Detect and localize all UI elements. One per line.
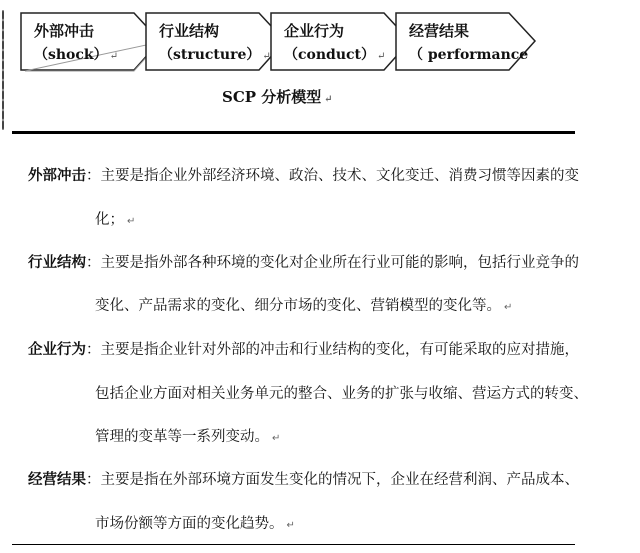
definition-continuation: 包括企业方面对相关业务单元的整合、业务的扩张与收缩、营运方式的转变、 <box>95 386 588 402</box>
flow-subtitle: （conduct） ↵ <box>284 47 386 63</box>
divider-thick <box>12 131 575 134</box>
flow-box-conduct <box>270 12 412 72</box>
definition-term: 企业行为 <box>28 342 86 358</box>
definition-text: ：主要是指在外部环境方面发生变化的情况下，企业在经营利润、产品成本、 <box>86 472 579 488</box>
definition-text: ：主要是指企业针对外部的冲击和行业结构的变化，有可能采取的应对措施， <box>86 342 579 358</box>
flow-subtitle: （shock） ↵ <box>34 47 119 63</box>
flow-box-performance <box>395 12 537 72</box>
definition-term: 外部冲击 <box>28 168 86 184</box>
divider-thin <box>12 544 575 545</box>
definition-shock <box>28 166 579 186</box>
margin-dots <box>2 10 4 130</box>
definition-continuation: 市场份额等方面的变化趋势。 ↵ <box>95 516 295 532</box>
definition-continuation: 管理的变革等一系列变动。 ↵ <box>95 429 281 445</box>
flow-title: 经营结果 <box>409 22 470 40</box>
flow-title: 外部冲击 <box>34 22 95 40</box>
flow-title: 企业行为 <box>284 22 345 40</box>
flow-box-shock <box>20 12 162 72</box>
flow-subtitle: （structure） ↵ <box>159 47 271 63</box>
definition-text: ：主要是指外部各种环境的变化对企业所在行业可能的影响，包括行业竞争的 <box>86 255 579 271</box>
definition-conduct <box>28 340 579 360</box>
definition-structure <box>28 253 579 273</box>
definition-performance <box>28 470 579 490</box>
definition-continuation: 化； ↵ <box>95 212 136 228</box>
flow-box-structure <box>145 12 287 72</box>
flow-subtitle: （ performance <box>409 47 529 63</box>
definition-text: ：主要是指企业外部经济环境、政治、技术、文化变迁、消费习惯等因素的变 <box>86 168 579 184</box>
definition-continuation: 变化、产品需求的变化、细分市场的变化、营销模型的变化等。 ↵ <box>95 298 513 314</box>
definition-term: 经营结果 <box>28 472 86 488</box>
figure-caption: SCP 分析模型 ↵ <box>222 88 333 106</box>
definition-term: 行业结构 <box>28 255 86 271</box>
flow-title: 行业结构 <box>159 22 220 40</box>
